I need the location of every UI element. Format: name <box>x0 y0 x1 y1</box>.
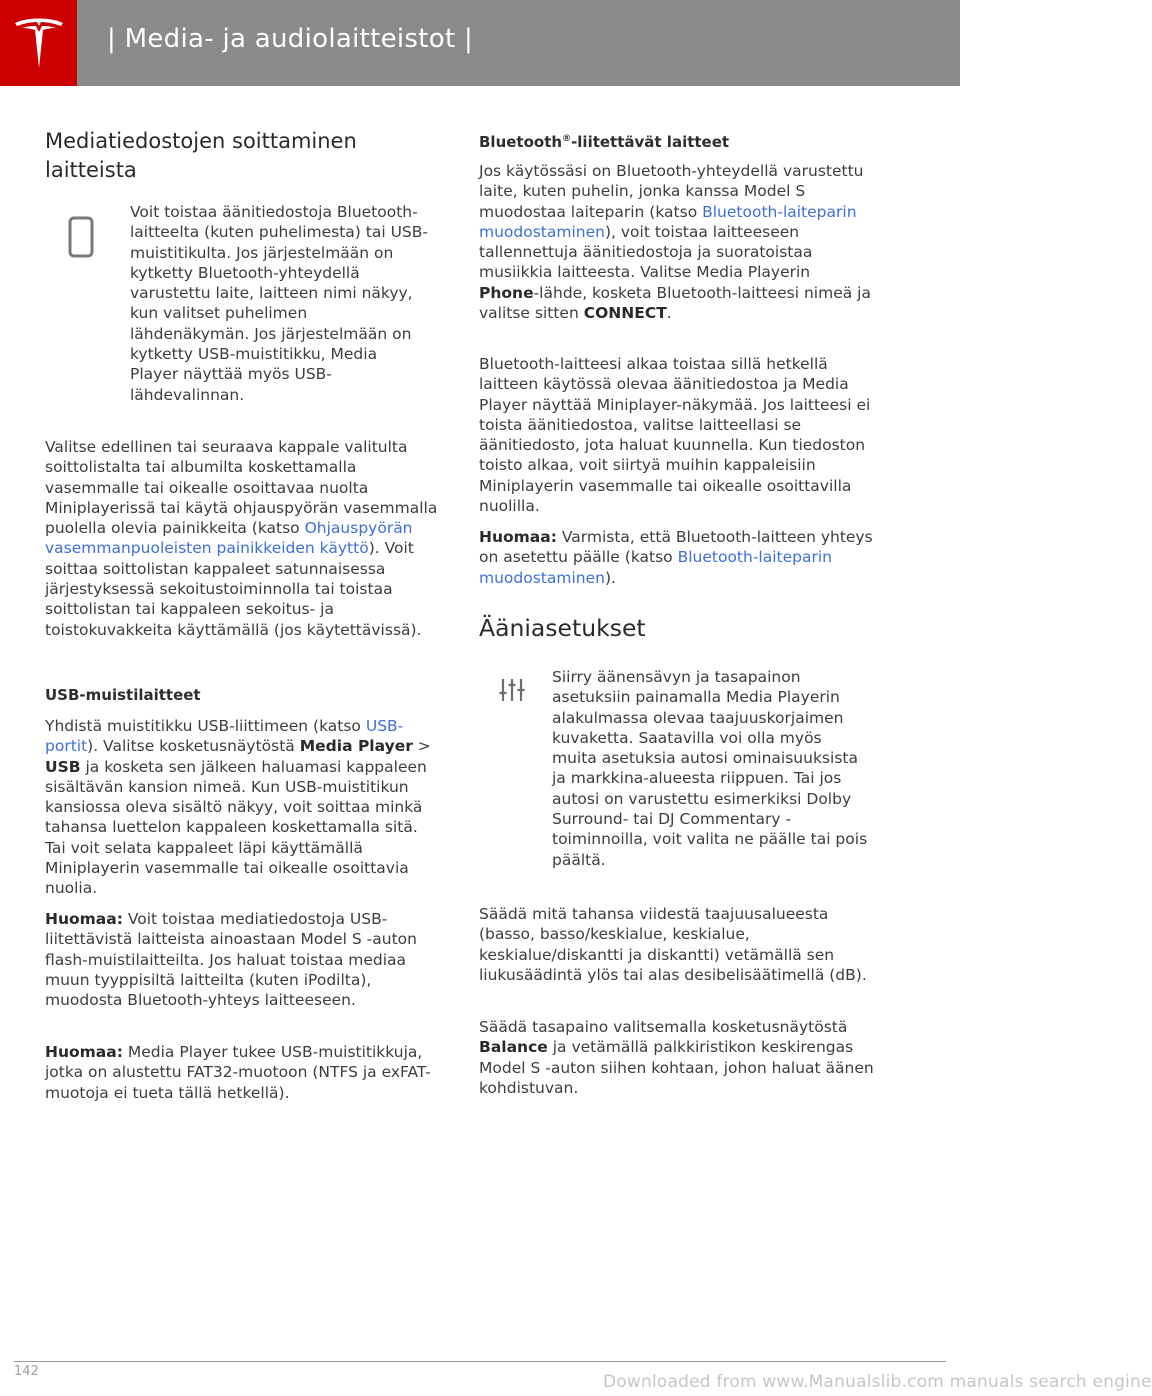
note-bluetooth: Huomaa: Varmista, että Bluetooth-laitteen yhteys on asetettu päälle (katso Bluetooth-laiteparin muodostaminen). <box>479 528 873 587</box>
note-fat32: Huomaa: Media Player tukee USB-muistitikkuja, jotka on alustettu FAT32-muotoon (NTFS ja exFAT-muotoja ei tueta tällä hetkellä). <box>45 1043 431 1102</box>
link-bluetooth-pairing[interactable]: Bluetooth-laiteparin muodostaminen <box>479 202 857 241</box>
paragraph-track-selection: Valitse edellinen tai seuraava kappale valitulta soittolistalta tai albumilta koskettamalla vasemmalle tai oikealle osoittavaa nuolta Miniplayerissä tai käytä ohjauspyörän vasemmalla puolella olevia painikkeita (katso Ohjauspyörän vasemmanpuoleisten painikkeiden käyttö). Voit soittaa soittolistan kappaleet satunnaisessa järjestyksessä sekoitustoiminnolla tai toistaa soittolistan tai kappaleen sekoitus- ja toistokuvakkeita käyttämällä (jos käytettävissä). <box>45 438 438 639</box>
watermark-text: Downloaded from www.Manualslib.com manuals search engine <box>603 1372 1152 1392</box>
paragraph-balance: Säädä tasapaino valitsemalla kosketusnäytöstä Balance ja vetämällä palkkiristikon keskirengas Model S -auton siihen kohtaan, johon haluat äänen kohdistuvan. <box>479 1018 874 1097</box>
brand-logo <box>0 0 77 86</box>
note-usb-flash: Huomaa: Voit toistaa mediatiedostoja USB-liitettävistä laitteista ainoastaan Model S -auton flash-muistilaitteilta. Jos haluat toistaa mediaa muun tyyppisiltä laitteilta (kuten iPodilta), muodosta Bluetooth-yhteys laitteeseen. <box>45 910 417 1010</box>
page-heading: Mediatiedostojen soittaminen laitteista <box>45 129 357 182</box>
usb-heading: USB-muistilaitteet <box>45 686 201 704</box>
intro-text: Voit toistaa äänitiedostoja Bluetooth-laitteelta (kuten puhelimesta) tai USB-muistitikulta. Jos järjestelmään on kytketty Bluetooth-yhteydellä varustettu laite, laitteen nimi näkyy, kun valitset puhelimen lähdenäkymän. Jos järjestelmään on kytketty USB-muistitikku, Media Player näyttää myös USB-lähdevalinnan. <box>130 203 428 404</box>
paragraph-bluetooth-playback: Bluetooth-laitteesi alkaa toistaa sillä hetkellä laitteen käytössä olevaa äänitiedostoa ja Media Player näyttää Miniplayer-näkymää. Jos laitteesi ei toista äänitiedostoa, valitse laitteellasi se äänitiedosto, jota haluat kuunnella. Kun tiedoston toisto alkaa, voit siirtyä muihin kappaleisiin Miniplayerin vasemmalle tai oikealle osoittavilla nuolilla. <box>479 355 871 516</box>
equalizer-icon <box>498 677 526 703</box>
audio-settings-heading: Ääniasetukset <box>479 614 646 642</box>
link-steering-buttons[interactable]: Ohjauspyörän vasemmanpuoleisten painikkeiden käyttö <box>45 519 413 558</box>
bluetooth-heading: Bluetooth®-liitettävät laitteet <box>479 133 730 151</box>
tesla-logo-icon <box>13 16 65 71</box>
footer-divider <box>14 1361 946 1362</box>
phone-icon <box>68 216 94 258</box>
link-usb-ports[interactable]: USB-portit <box>45 717 404 756</box>
page-number: 142 <box>14 1364 39 1379</box>
header-bar <box>0 0 960 86</box>
link-bluetooth-pairing-note[interactable]: Bluetooth-laiteparin muodostaminen <box>479 548 832 587</box>
paragraph-bluetooth: Jos käytössäsi on Bluetooth-yhteydellä varustettu laite, kuten puhelin, jonka kanssa Model S muodostaa laiteparin (katso Bluetooth-laiteparin muodostaminen), voit toistaa laitteeseen tallennettuja äänitiedostoja ja suoratoistaa musiikkia laitteesta. Valitse Media Playerin Phone-lähde, kosketa Bluetooth-laitteesi nimeä ja valitse sitten CONNECT. <box>479 162 871 323</box>
audio-intro-text: Siirry äänensävyn ja tasapainon asetuksiin painamalla Media Playerin alakulmassa olevaa taajuuskorjaimen kuvaketta. Saatavilla voi olla myös muita asetuksia autosi ominaisuuksista ja markkina-alueesta riippuen. Tai jos autosi on varustettu esimerkiksi Dolby Surround- tai DJ Commentary -toiminnoilla, voit valita ne päälle tai pois päältä. <box>552 668 868 869</box>
paragraph-usb: Yhdistä muistitikku USB-liittimeen (katso USB-portit). Valitse kosketusnäytöstä Media Player > USB ja kosketa sen jälkeen haluamasi kappaleen sisältävän kansion nimeä. Kun USB-muistitikun kansiossa oleva sisältö näkyy, voit soittaa minkä tahansa luettelon kappaleen koskettamalla sitä. Tai voit selata kappaleet läpi käyttämällä Miniplayerin vasemmalle tai oikealle osoittavia nuolia. <box>45 717 431 898</box>
section-title: | Media- ja audiolaitteistot | <box>107 24 474 54</box>
paragraph-frequency-bands: Säädä mitä tahansa viidestä taajuusalueesta (basso, basso/keskialue, keskialue, keskialue/diskantti ja diskantti) vetämällä sen liukusäädintä ylös tai alas desibelisäätimellä (dB). <box>479 905 867 984</box>
